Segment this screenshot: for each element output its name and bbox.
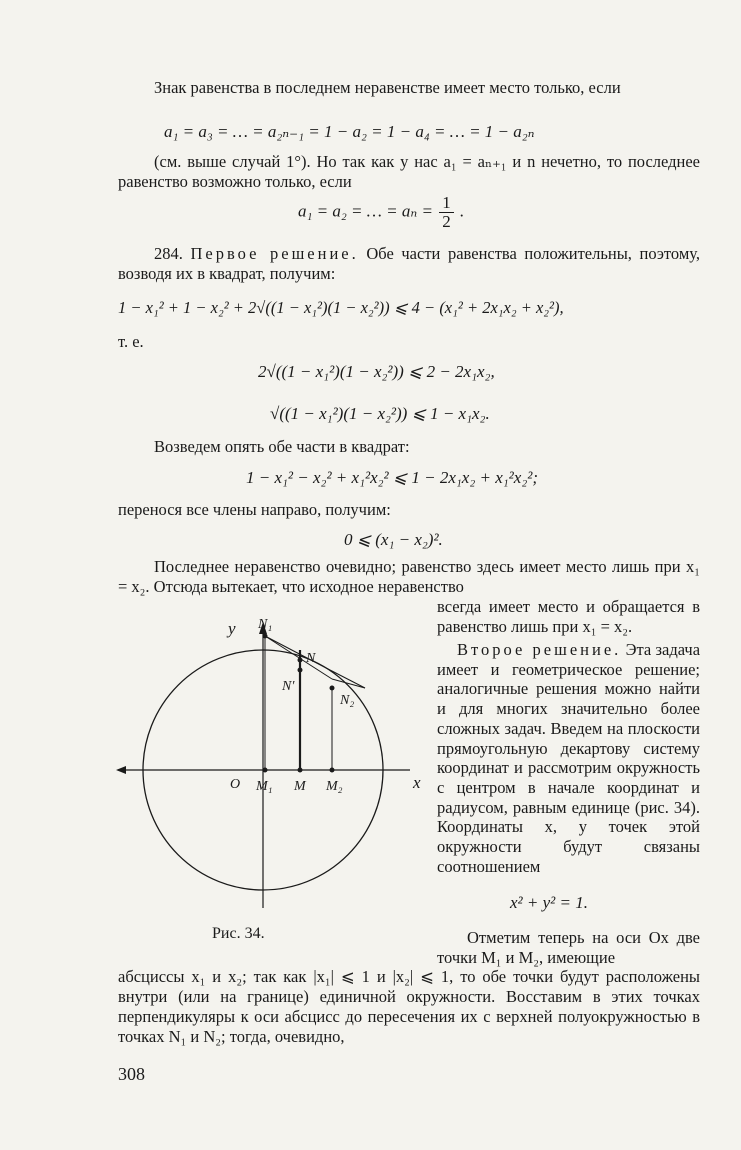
equation-4: 2√((1 − x₁²)(1 − x₂²)) ⩽ 2 − 2x₁x₂, — [258, 362, 495, 381]
point-n-prime — [298, 668, 303, 673]
paragraph-1: Знак равенства в последнем неравенстве имеет место только, если — [154, 78, 621, 97]
paragraph-3-text: Обе части равенства положительны, поэтому, возводя их в квадрат, получим: — [118, 244, 700, 283]
point-n — [298, 658, 303, 663]
point-m2 — [330, 768, 335, 773]
label-m: M — [294, 779, 306, 794]
paragraph-2: (см. выше случай 1°). Но так как у нас a₁ = aₙ₊₁ и n нечетно, то последнее равенство возможно только, если — [118, 152, 700, 191]
problem-number: 284. — [154, 244, 183, 263]
equation-7: 0 ⩽ (x₁ − x₂)². — [344, 530, 443, 549]
equation-2-fraction — [439, 194, 454, 231]
point-m1 — [263, 768, 268, 773]
equation-2 — [298, 194, 464, 231]
section-heading-second-solution: Второе решение. — [457, 640, 622, 659]
label-m1: M₁ — [256, 779, 273, 794]
paragraph-6: Последнее неравенство очевидно; равенство здесь имеет место лишь при x₁ = x₂. Отсюда вытекает, что исходное неравенство — [118, 557, 700, 596]
text-te: т. е. — [118, 332, 144, 351]
right-column-1: всегда имеет место и обращается в равенство лишь при x₁ = x₂. — [437, 597, 700, 636]
figure-caption: Рис. 34. — [212, 925, 265, 942]
chord-n1-n2 — [265, 636, 330, 670]
equation-5: √((1 − x₁²)(1 − x₂²)) ⩽ 1 − x₁x₂. — [270, 404, 490, 423]
paragraph-3 — [118, 244, 700, 284]
equation-2-left: a₁ = a₂ = … = aₙ = — [298, 201, 433, 221]
label-m2: M₂ — [326, 779, 343, 794]
label-n-prime: N′ — [282, 679, 295, 694]
right-column-3: Отметим теперь на оси Ox две точки M₁ и M₂, имеющие — [437, 928, 700, 967]
point-n1 — [263, 634, 268, 639]
equation-6: 1 − x₁² − x₂² + x₁²x₂² ⩽ 1 − 2x₁x₂ + x₁²x₂²; — [246, 468, 538, 487]
figure-34 — [110, 608, 430, 918]
paragraph-7: абсциссы x₁ и x₂; так как |x₁| ⩽ 1 и |x₂| ⩽ 1, то обе точки будут расположены внутри (или на границе) единичной окружности. Восставим в этих точках перпендикуляры к оси абсцисс до пересечения их с верхней полуокружностью в точках N₁ и N₂; тогда, очевидно, — [118, 967, 700, 1046]
point-m — [298, 768, 303, 773]
right-column-2-text: Эта задача имеет и геометрическое решение; аналогичные решения можно найти и для многих значительно более сложных задач. Введем на плоскости прямоугольную декартову систему координат и рассмотрим окружность с центром в начале координат и радиусом, равным единице (рис. 34). Координаты x, y точек этой окружности будут связаны соотношением — [437, 640, 701, 876]
label-n1: N₁ — [258, 617, 273, 632]
paragraph-4: Возведем опять обе части в квадрат: — [154, 437, 410, 456]
equation-2-end: . — [459, 201, 465, 221]
x-axis-arrow-icon — [116, 766, 126, 774]
label-n2: N₂ — [340, 693, 355, 708]
label-x: x — [413, 773, 421, 792]
equation-2-denominator: 2 — [442, 212, 451, 231]
section-heading-first-solution: Первое решение. — [190, 244, 359, 263]
equation-1: a₁ = a₃ = … = a₂ₙ₋₁ = 1 − a₂ = 1 − a₄ = … = 1 − a₂ₙ — [164, 122, 535, 141]
page-number: 308 — [118, 1064, 145, 1084]
equation-2-numerator: 1 — [439, 194, 454, 213]
label-n: N — [306, 651, 316, 666]
equation-8: x² + y² = 1. — [510, 893, 588, 912]
equation-3: 1 − x₁² + 1 − x₂² + 2√((1 − x₁²)(1 − x₂²)) ⩽ 4 − (x₁² + 2x₁x₂ + x₂²), — [118, 298, 564, 317]
point-n2 — [330, 686, 335, 691]
chord-n1-n2-lower — [265, 636, 332, 679]
label-y: y — [228, 619, 236, 638]
right-column-2 — [437, 640, 700, 876]
label-o: O — [230, 777, 241, 792]
paragraph-5: перенося все члены направо, получим: — [118, 500, 391, 519]
